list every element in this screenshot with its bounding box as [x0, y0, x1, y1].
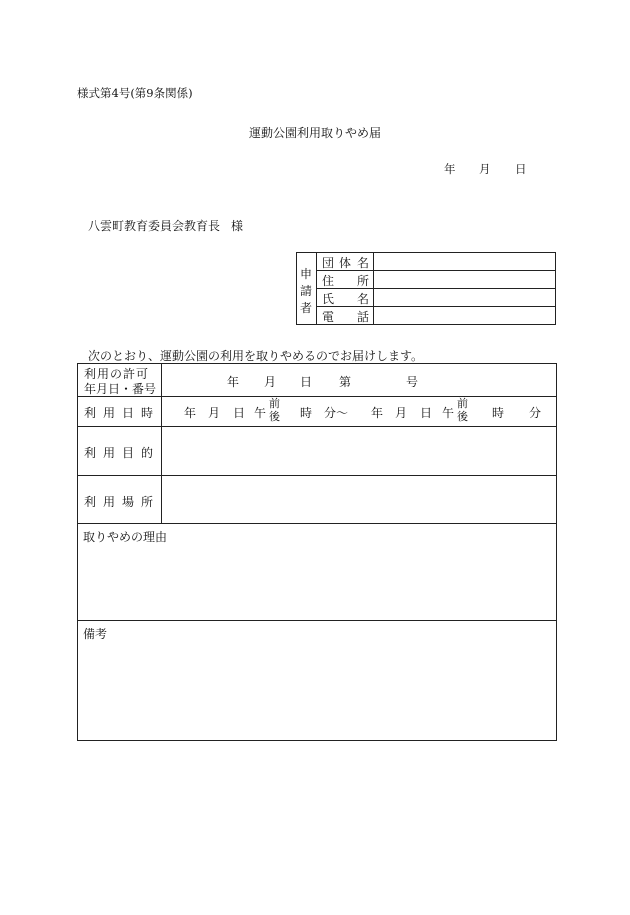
usage-datetime-label: 利用日時	[84, 406, 161, 420]
permit-dai-label: 第	[339, 375, 352, 389]
applicant-side-char: 請	[300, 284, 313, 298]
permit-month-label: 月	[264, 375, 277, 389]
usage-start-go2: 後	[269, 410, 280, 423]
form-number: 様式第4号(第9条関係)	[77, 86, 193, 100]
label-char: 団	[322, 256, 335, 270]
usage-start-minute: 分〜	[324, 406, 349, 420]
label-char: 名	[357, 256, 370, 270]
usage-end-month: 月	[395, 406, 408, 420]
applicant-box	[296, 252, 556, 325]
applicant-label-address	[317, 271, 374, 288]
place-label: 利用場所	[84, 495, 161, 509]
place-field[interactable]	[162, 476, 556, 522]
permit-label-line2: 年月日・番号	[84, 382, 157, 396]
row-divider	[78, 620, 556, 621]
reason-label: 取りやめの理由	[83, 530, 168, 544]
document-title: 運動公園利用取りやめ届	[248, 126, 381, 140]
usage-start-zen: 前	[269, 397, 280, 410]
permit-day-label: 日	[300, 375, 313, 389]
permit-go-label: 号	[406, 375, 419, 389]
main-table	[77, 363, 557, 741]
usage-end-day: 日	[420, 406, 433, 420]
usage-start-go: 午	[254, 406, 267, 420]
usage-start-year: 年	[184, 406, 197, 420]
applicant-label-name	[317, 289, 374, 306]
usage-start-hour: 時	[300, 406, 313, 420]
remarks-field[interactable]	[78, 641, 556, 739]
date-day-label: 日	[515, 162, 527, 176]
label-char: 体	[339, 256, 352, 270]
addressee-suffix: 様	[231, 219, 244, 233]
applicant-row-address	[317, 271, 555, 289]
purpose-label: 利用目的	[84, 446, 161, 460]
usage-end-minute: 分	[529, 406, 542, 420]
label-char: 電	[322, 310, 335, 324]
label-char: 話	[357, 310, 370, 324]
usage-end-go: 午	[442, 406, 455, 420]
usage-end-go2: 後	[457, 410, 468, 423]
addressee-name: 八雲町教育委員会教育長	[88, 219, 221, 233]
date-year-label: 年	[444, 162, 456, 176]
applicant-row-phone	[317, 307, 555, 324]
label-char: 住	[322, 274, 335, 288]
usage-start-month: 月	[208, 406, 221, 420]
applicant-side-label	[297, 253, 317, 324]
purpose-field[interactable]	[162, 427, 556, 474]
reason-field[interactable]	[78, 544, 556, 619]
date-month-label: 月	[479, 162, 491, 176]
usage-end-zen: 前	[457, 397, 468, 410]
label-char: 名	[357, 292, 370, 306]
applicant-side-char: 者	[300, 301, 313, 315]
applicant-row-group-name	[317, 253, 555, 271]
applicant-row-name	[317, 289, 555, 307]
label-char: 氏	[322, 292, 335, 306]
intro-text: 次のとおり、運動公園の利用を取りやめるのでお届けします。	[88, 349, 424, 363]
applicant-side-char: 申	[300, 267, 313, 281]
usage-start-day: 日	[233, 406, 246, 420]
permit-label-line1: 利用の許可	[84, 367, 150, 381]
row-divider	[78, 523, 556, 524]
permit-year-label: 年	[227, 375, 240, 389]
label-char: 所	[357, 274, 370, 288]
usage-end-hour: 時	[492, 406, 505, 420]
usage-end-year: 年	[371, 406, 384, 420]
remarks-label: 備考	[83, 627, 108, 641]
applicant-label-group-name	[317, 253, 374, 270]
applicant-label-phone	[317, 307, 374, 324]
